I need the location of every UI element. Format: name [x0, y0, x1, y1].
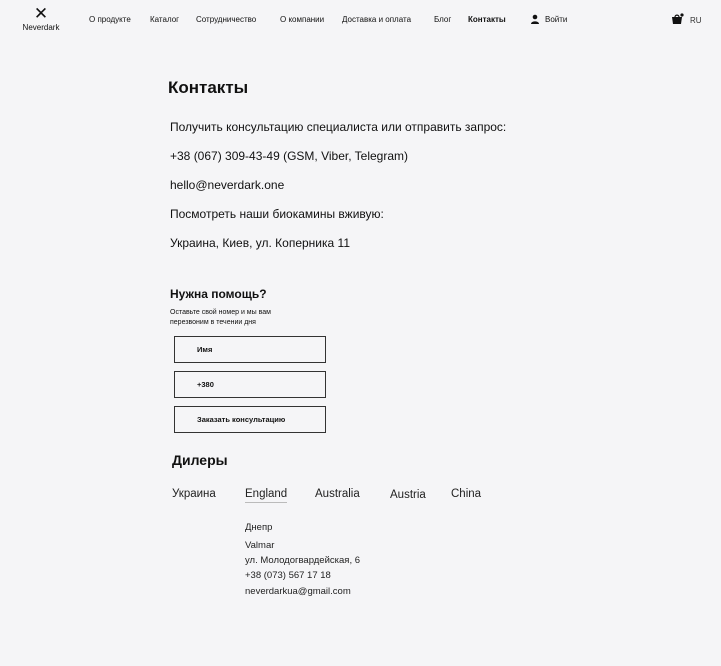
nav-item-blog[interactable]: Блог — [434, 15, 452, 24]
language-switcher[interactable]: RU — [690, 16, 702, 25]
nav-item-about-product[interactable]: О продукте — [89, 15, 131, 24]
phone-field[interactable]: +380 — [174, 371, 326, 398]
consult-text: Получить консультацию специалиста или отправить запрос: — [170, 120, 507, 134]
tab-ukraine[interactable]: Украина — [172, 488, 216, 500]
dealer-city: Днепр — [245, 522, 273, 533]
tab-england[interactable]: England — [245, 488, 287, 503]
nav-item-catalog[interactable]: Каталог — [150, 15, 180, 24]
address-text: Украина, Киев, ул. Коперника 11 — [170, 236, 350, 250]
logo[interactable] — [18, 6, 64, 32]
nav-item-delivery[interactable]: Доставка и оплата — [342, 15, 412, 24]
user-icon — [530, 14, 540, 24]
page-title: Контакты — [168, 78, 249, 97]
email-link[interactable]: hello@neverdark.one — [170, 178, 285, 192]
nav-item-cooperation[interactable]: Сотрудничество — [196, 15, 257, 24]
showroom-text: Посмотреть наши биокамины вживую: — [170, 207, 384, 221]
tab-australia[interactable]: Australia — [315, 488, 360, 500]
logo-text: Neverdark — [22, 23, 60, 32]
tab-china[interactable]: China — [451, 488, 482, 500]
nav-item-about-company[interactable]: О компании — [280, 15, 325, 24]
tab-austria[interactable]: Austria — [390, 489, 426, 501]
help-subtitle: Оставьте свой номер и мы вам перезвоним в течении дня — [170, 309, 271, 326]
order-consultation-button[interactable]: Заказать консультацию — [174, 406, 326, 433]
name-field[interactable]: Имя — [174, 336, 326, 363]
dealer-email[interactable]: neverdarkua@gmail.com — [245, 586, 351, 597]
dealer-address: ул. Молодогвардейская, 6 — [245, 555, 361, 566]
cart-icon[interactable] — [671, 13, 684, 26]
dealer-phone[interactable]: +38 (073) 567 17 18 — [245, 570, 331, 581]
nav-item-contacts[interactable]: Контакты — [468, 15, 506, 24]
dealer-name: Valmar — [245, 540, 275, 551]
login-button[interactable] — [530, 14, 567, 24]
login-label: Войти — [545, 14, 568, 24]
phone-link[interactable]: +38 (067) 309-43-49 (GSM, Viber, Telegram) — [170, 149, 409, 163]
dealers-title: Дилеры — [172, 452, 228, 468]
logo-mark-icon: ✕ — [33, 4, 49, 23]
help-title: Нужна помощь? — [170, 287, 267, 301]
